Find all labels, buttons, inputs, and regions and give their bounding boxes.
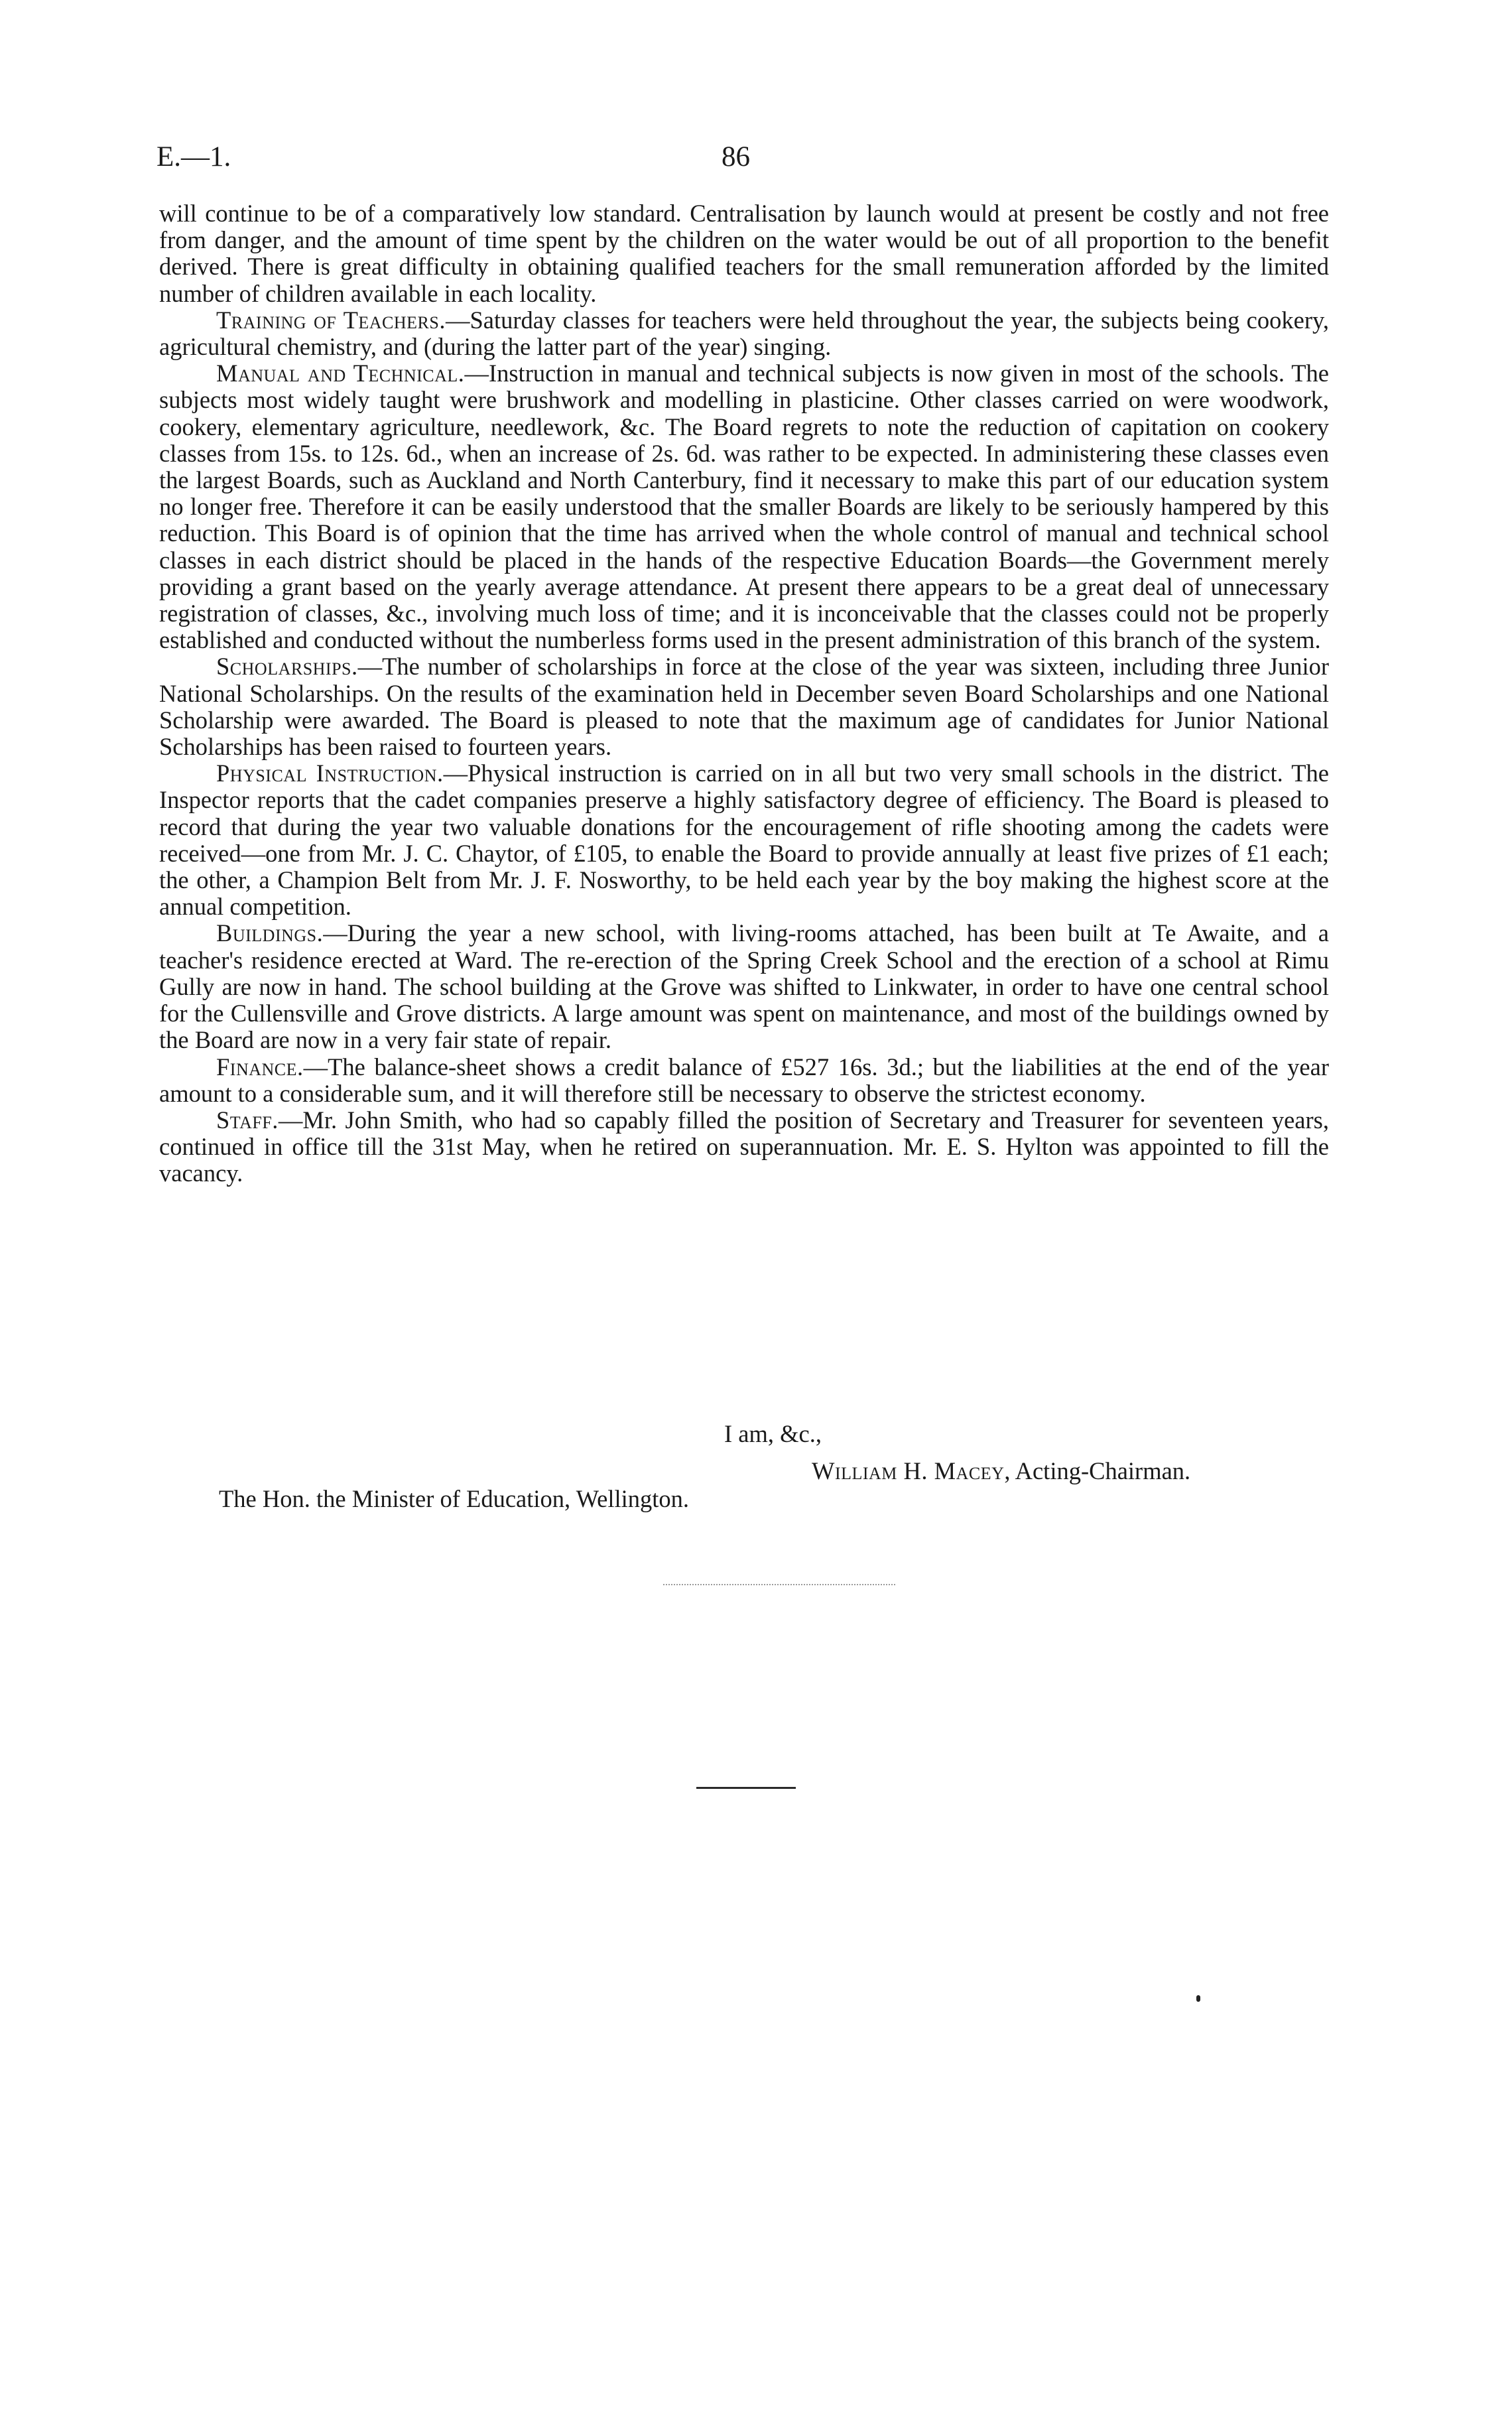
signature-line [812, 1458, 1190, 1484]
section-heading: Training of Teachers. [216, 306, 446, 334]
paragraph-text: —Saturday classes for teachers were held throughout the year, the subjects being cookery, agricultural chemistry, and (during the latter part of the year) singing. [159, 306, 1329, 361]
end-rule [696, 1787, 796, 1789]
page-header [157, 141, 1330, 180]
paragraph-staff [159, 1107, 1329, 1187]
signatory-name: William H. Macey [812, 1457, 1005, 1484]
paragraph-scholarships [159, 653, 1329, 760]
paragraph-text: —Instruction in manual and technical subjects is now given in most of the schools. The subjects most widely taught were brushwork and modelling in plasticine. Other classes carried on were woodwork, cookery, elementary agriculture, needlework, &c. The Board regrets to note the reduction of capitation on cookery classes from 15s. to 12s. 6d., when an increase of 2s. 6d. was rather to be expected. In administering these classes even the largest Boards, such as Auckland and North Canterbury, find it necessary to make this part of our education system no longer free. Therefore it can be easily understood that the smaller Boards are likely to be seriously hampered by this reduction. This Board is of opinion that the time has arrived when the whole control of manual and technical school classes in each district should be placed in the hands of the respective Education Boards—the Government merely providing a grant based on the yearly average attendance. At present there appears to be a great deal of unnecessary registration of classes, &c., involving much loss of time; and it is inconceivable that the classes could not be properly established and conducted without the numberless forms used in the present administration of this branch of the system. [159, 360, 1330, 654]
ink-speck [1196, 1995, 1200, 2002]
signatory-title: , Acting-Chairman. [1004, 1457, 1191, 1484]
dotted-divider [663, 1584, 895, 1585]
salutation: I am, &c., [724, 1420, 822, 1447]
paragraph-text: will continue to be of a comparatively low standard. Centralisation by launch would at present be costly and not free from danger, and the amount of time spent by the children on the water would be out of all proportion to the benefit derived. There is great difficulty in obtaining qualified teachers for the small remuneration afforded by the limited number of children available in each locality. [159, 200, 1329, 307]
paragraph-text: —During the year a new school, with living-rooms attached, has been built at Te Awaite, and a teacher's residence erected at Ward. The re-erection of the Spring Creek School and the erection of a school at Rimu Gully are now in hand. The school building at the Grove was shifted to Linkwater, in order to have one central school for the Cullensville and Grove districts. A large amount was spent on maintenance, and most of the buildings owned by the Board are now in a very fair state of repair. [159, 919, 1329, 1054]
paragraph-buildings [159, 920, 1329, 1053]
section-heading: Buildings. [216, 919, 324, 947]
paragraph-continuation [159, 200, 1329, 307]
addressee: The Hon. the Minister of Education, Wellington. [219, 1485, 690, 1512]
section-heading: Manual and Technical. [216, 360, 465, 387]
report-body [159, 200, 1329, 1187]
paragraph-text: —Mr. John Smith, who had so capably filled the position of Secretary and Treasurer for seventeen years, continued in office till the 31st May, when he retired on superannuation. Mr. E. S. Hylton was appointed to fill the vacancy. [159, 1106, 1329, 1187]
paragraph-text: —Physical instruction is carried on in all but two very small schools in the district. The Inspector reports that the cadet companies preserve a highly satisfactory degree of efficiency. The Board is pleased to record that during the year two valuable donations for the encouragement of rifle shooting among the cadets were received—one from Mr. J. C. Chaytor, of £105, to enable the Board to provide annually at least five prizes of £1 each; the other, a Champion Belt from Mr. J. F. Nosworthy, to be held each year by the boy making the highest score at the annual competition. [159, 759, 1329, 921]
paragraph-text: —The number of scholarships in force at the close of the year was sixteen, including three Junior National Scholarships. On the results of the examination held in December seven Board Scholarships and one National Scholarship were awarded. The Board is pleased to note that the maximum age of candidates for Junior National Scholarships has been raised to fourteen years. [159, 653, 1329, 761]
section-heading: Scholarships. [216, 653, 358, 681]
paragraph-finance [159, 1054, 1329, 1107]
section-heading: Finance. [216, 1053, 304, 1080]
paragraph-physical-instruction [159, 760, 1329, 920]
paragraph-manual-and-technical [159, 360, 1329, 653]
document-reference: E.—1. [157, 141, 231, 172]
section-heading: Physical Instruction. [216, 759, 444, 787]
paragraph-training-of-teachers [159, 307, 1329, 360]
paragraph-text: —The balance-sheet shows a credit balance of £527 16s. 3d.; but the liabilities at the end of the year amount to a considerable sum, and it will therefore still be necessary to observe the strictest economy. [159, 1053, 1329, 1107]
section-heading: Staff. [216, 1106, 279, 1134]
page-number: 86 [722, 141, 750, 172]
